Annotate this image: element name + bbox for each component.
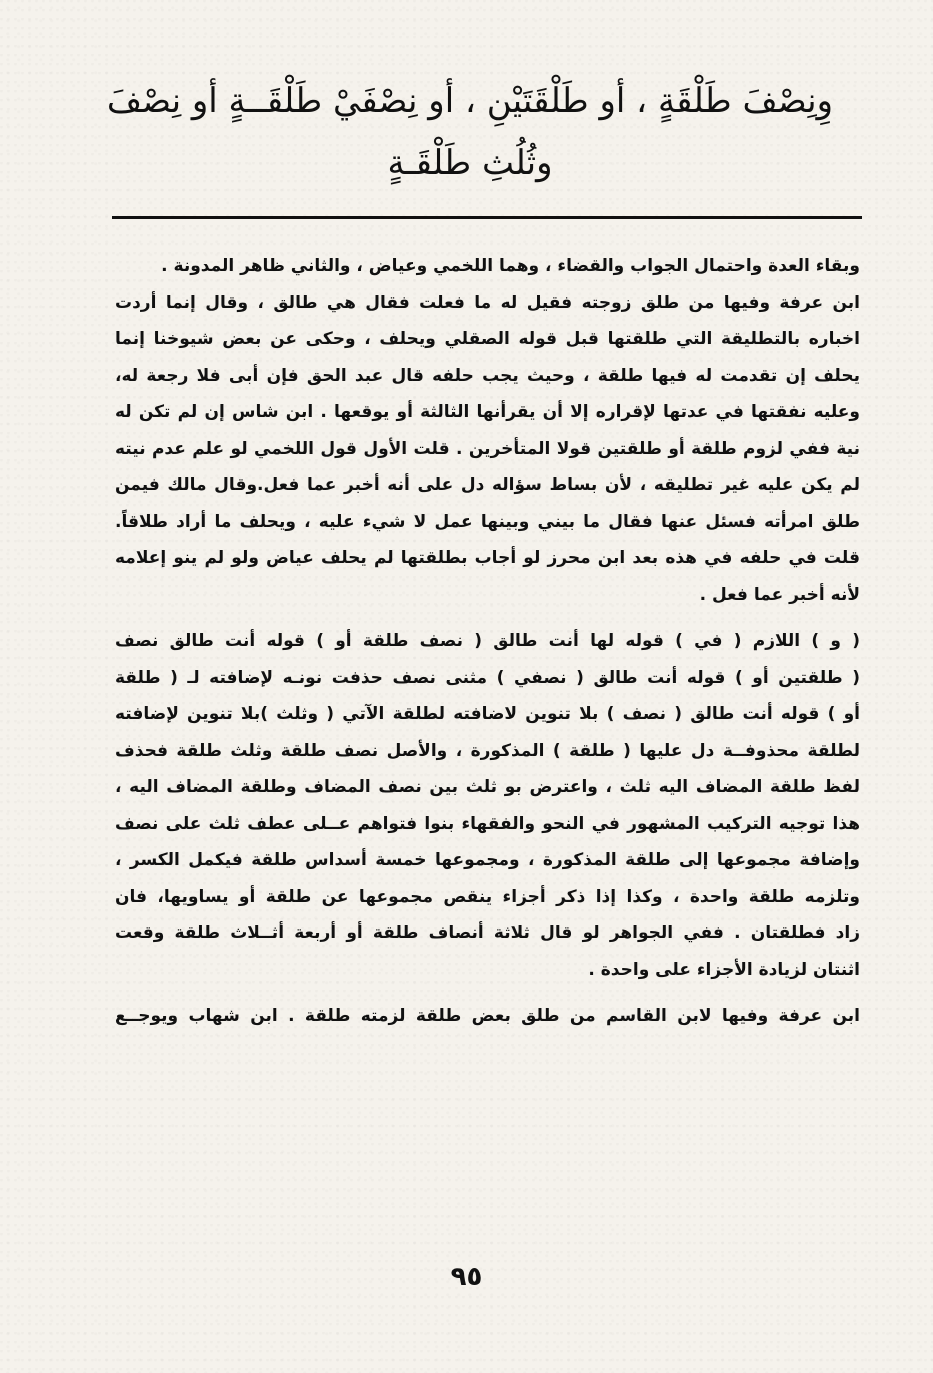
heading-line-2: وثُلُثِ طَلْقَـةٍ bbox=[387, 143, 553, 183]
text-line: ( و ) اللازم ( في ) قوله لها أنت طالق ( نصف طلقة أو ) قوله أنت طالق نصف bbox=[115, 631, 860, 651]
text-line: اثنتان لزيادة الأجزاء على واحدة . bbox=[588, 959, 860, 980]
heading-line-1: وِنِصْفَ طَلْقَةٍ ، أو طَلْقَتَيْنِ ، أو نِصْفَيْ طَلْقَــةٍ أو نِصْفَ bbox=[106, 81, 834, 121]
text-line: اخباره بالتطليقة التي طلقتها قبل قوله الصقلي ويحلف ، وحكى عن بعض شيوخنا إنما bbox=[115, 329, 860, 349]
paragraph-4 bbox=[115, 998, 860, 1035]
text-line: لطلقة محذوفــة دل عليها ( طلقة ) المذكورة ، والأصل نصف طلقة وثلث طلقة فحذف bbox=[115, 740, 860, 761]
heading-divider bbox=[112, 216, 862, 219]
text-line: وعليه نفقتها في عدتها لإقراره إلا أن يقرأنها الثالثة أو يوقعها . ابن شاس إن لم تكن له bbox=[115, 402, 860, 422]
text-line: لأنه أخبر عما فعل . bbox=[699, 584, 860, 605]
page-number: ٩٥ bbox=[450, 1262, 483, 1292]
paragraph-3 bbox=[115, 623, 860, 988]
text-line: طلق امرأته فسئل عنها فقال ما بيني وبينها عمل لا شيء عليه ، ويحلف ما أراد طلاقاً. bbox=[115, 511, 860, 532]
text-line: وبقاء العدة واحتمال الجواب والقضاء ، وهما اللخمي وعياض ، والثاني ظاهر المدونة . bbox=[161, 256, 860, 276]
text-line: ابن عرفة وفيها من طلق زوجته فقيل له ما فعلت فقال هي طالق ، وقال إنما أردت bbox=[115, 292, 860, 313]
text-line: ابن عرفة وفيها لابن القاسم من طلق بعض طلقة لزمته طلقة . ابن شهاب ويوجــع bbox=[115, 1006, 860, 1026]
text-line: قلت في حلفه في هذه بعد ابن محرز لو أجاب بطلقتها لم يحلف عياض ولو لم ينو إعلامه bbox=[115, 548, 860, 568]
text-line: هذا توجيه التركيب المشهور في النحو والفقهاء بنوا فتواهم عــلى عطف ثلث على نصف bbox=[115, 813, 860, 834]
text-line: ( طلقتين أو ) قوله أنت طالق ( نصفي ) مثنى نصف حذفت نونـه لإضافته لـ ( طلقة bbox=[115, 667, 860, 688]
text-line: نية ففي لزوم طلقة أو طلقتين قولا المتأخرين . قلت الأول قول اللخمي لو علم عدم نيته bbox=[115, 438, 860, 459]
body-text bbox=[115, 248, 860, 1035]
text-line: أو ) قوله أنت طالق ( نصف ) بلا تنوين لاضافته لطلقة الآتي ( وثلث )بلا تنوين لإضافته bbox=[115, 704, 860, 724]
text-line: لفظ طلقة المضاف اليه ثلث ، واعترض بو ثلث بين نصف المضاف وطلقة المضاف اليه ، bbox=[115, 777, 860, 797]
text-line: زاد فطلقتان . ففي الجواهر لو قال ثلاثة أنصاف طلقة أو أربعة أثــلاث طلقة وقعت bbox=[115, 923, 860, 943]
text-line: يحلف إن تقدمت له فيها طلقة ، وحيث يجب حلفه قال عبد الحق فإن أبى فلا رجعة له، bbox=[115, 365, 860, 386]
paragraph-1 bbox=[115, 248, 860, 285]
chapter-heading bbox=[100, 70, 840, 194]
text-line: وإضافة مجموعها إلى طلقة المذكورة ، ومجموعها خمسة أسداس طلقة فيكمل الكسر ، bbox=[115, 850, 860, 870]
paragraph-2 bbox=[115, 285, 860, 614]
text-line: لم يكن عليه غير تطليقه ، لأن بساط سؤاله دل على أنه أخبر عما فعل.وقال مالك فيمن bbox=[115, 475, 860, 495]
text-line: وتلزمه طلقة واحدة ، وكذا إذا ذكر أجزاء ينقص مجموعها عن طلقة أو يساويها، فان bbox=[115, 886, 860, 907]
